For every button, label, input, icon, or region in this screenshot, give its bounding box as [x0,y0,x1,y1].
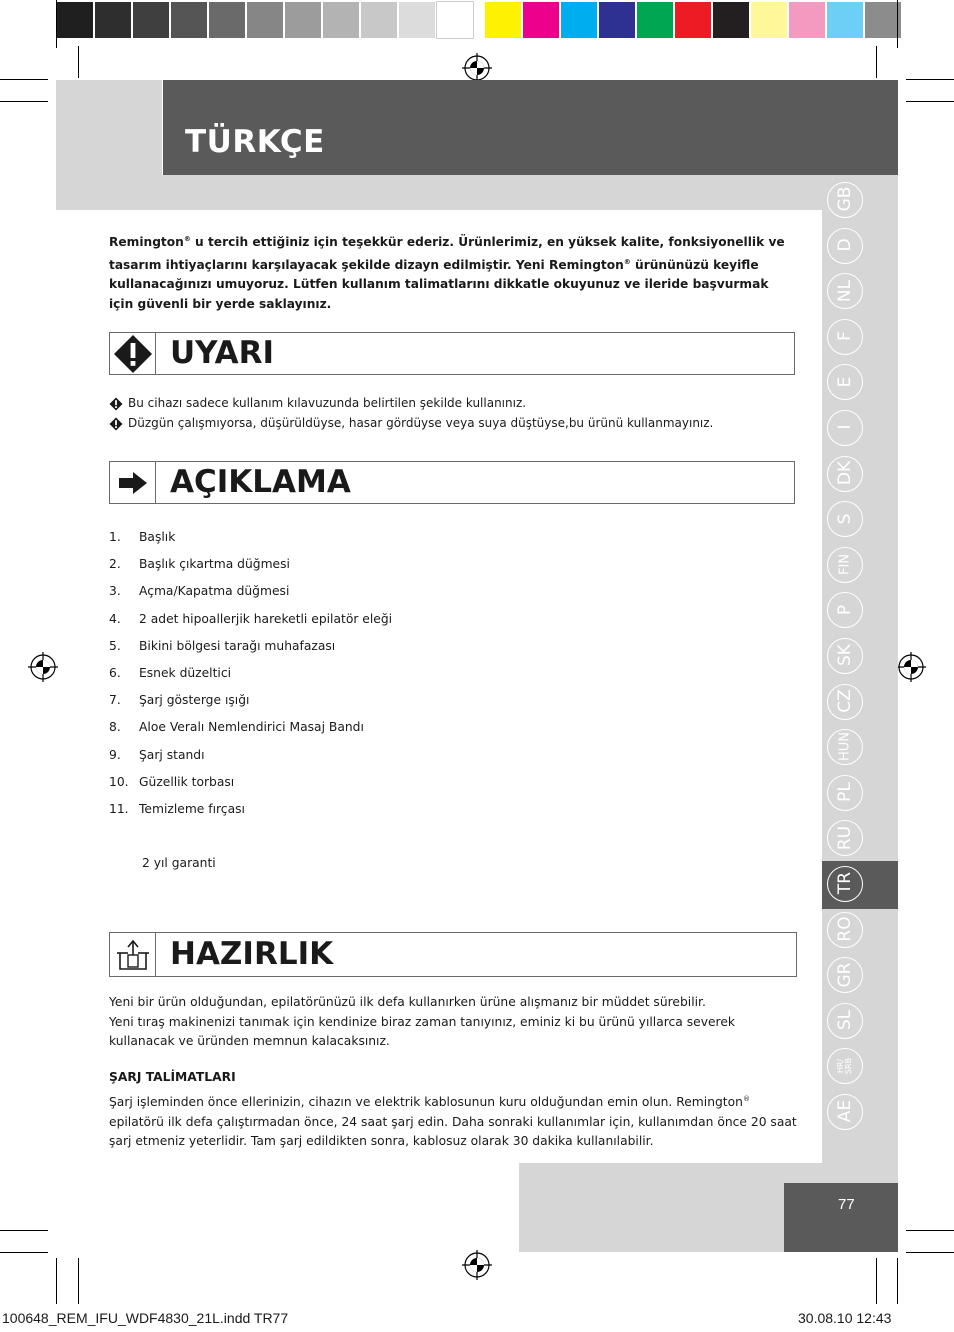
list-item-number: 6. [109,665,121,680]
list-item-number: 5. [109,638,121,653]
page-number-box [784,1183,898,1252]
gray-swatch [171,2,207,38]
color-swatch [751,2,787,38]
language-tab-label: CZ [835,689,855,713]
list-item-number: 7. [109,693,121,708]
registered-mark: ® [742,1095,750,1103]
gray-swatch [399,2,435,38]
crop-mark [0,1230,48,1231]
registration-mark-icon [896,652,926,682]
list-item-number: 11. [109,801,129,816]
gray-swatch [209,2,245,38]
list-item-number: 10. [109,774,129,789]
list-item-text: Şarj standı [139,747,205,762]
registered-mark: ® [183,235,191,243]
crop-mark [78,1258,79,1304]
language-tab-label: HUN [837,732,853,762]
gray-swatch [323,2,359,38]
language-tab-label: TR [835,872,855,895]
registration-mark-icon [28,652,58,682]
language-tab-label: SL [835,1010,855,1031]
charging-text-1: Şarj işleminden önce ellerinizin, cihazın ve elektrik kablosunun kuru olduğundan emin olun. Remington [109,1095,743,1110]
gray-swatch [133,2,169,38]
unpack-box-icon [116,939,150,971]
brand-name: Remington [109,235,184,250]
color-swatch [713,2,749,38]
color-swatch [789,2,825,38]
color-swatch [561,2,597,38]
crop-mark [78,46,79,78]
list-item-text: Aloe Veralı Nemlendirici Masaj Bandı [139,720,364,735]
crop-mark [56,1258,57,1304]
list-item-text: Bikini bölgesi tarağı muhafazası [139,638,336,653]
warning-item [109,414,713,434]
color-swatch [865,2,901,38]
crop-mark [56,0,57,48]
brand-name: Remington [548,257,624,272]
file-slug: 100648_REM_IFU_WDF4830_21L.indd TR77 [2,1310,289,1326]
crop-mark [897,1258,898,1304]
color-calibration-bar [484,0,902,40]
gray-swatch [285,2,321,38]
preparation-heading: HAZIRLIK [170,936,334,972]
description-section-header [109,461,795,504]
list-item-text: Başlık [139,530,176,544]
registered-mark: ® [623,257,631,266]
registration-mark-icon [462,1250,492,1280]
language-tab-label: PL [835,782,855,803]
intro-text-1: u tercih ettiğiniz için teşekkür ederiz. Ürünlerimiz, en yüksek kalite, fonksiyonellik ve tasarım ihtiyaçlarını karşılayacak şekilde dizayn edilmiştir. Yeni [109,235,785,272]
warning-item-text: Bu cihazı sadece kullanım kılavuzunda belirtilen şekilde kullanınız. [128,396,527,410]
list-item-number: 4. [109,611,121,626]
list-item-number: 1. [109,530,121,544]
language-tab-label: GR [835,962,855,988]
language-tab-label: DK [835,460,855,486]
registration-mark-icon [462,53,492,83]
list-item-text: Temizleme fırçası [139,801,245,816]
gray-calibration-bar [56,0,474,40]
language-tab-label: GB [835,187,855,212]
crop-mark [906,101,954,102]
list-item-text: Güzellik torbası [139,774,235,789]
page-title: TÜRKÇE [185,124,325,160]
warranty-text: 2 yıl garanti [142,856,216,870]
charging-text-2: epilatörü ilk defa çalıştırmadan önce, 24 saat şarj edin. Daha sonraki kullanımlar için, kullanımdan önce 20 saat şarj etmeniz yeterlidir. Tam şarj edildikten sonra, kablosuz olarak 30 dakika kullanılabilir. [109,1114,797,1149]
warning-bullet-icon [109,417,123,431]
warning-bullet-icon [109,397,123,411]
preparation-icon-cell [110,933,156,976]
list-item-number: 8. [109,720,121,735]
warning-heading: UYARI [170,335,275,371]
title-band [163,80,898,175]
language-tab-label: E [835,376,855,388]
gray-swatch [95,2,131,38]
color-swatch [523,2,559,38]
color-swatch [637,2,673,38]
warning-icon-cell [110,333,156,374]
crop-mark [906,1252,954,1253]
preparation-paragraph: Yeni tıraş makinenizi tanımak için kendinize biraz zaman tanıyınız, eminiz ki bu ürünü yıllarca severek kullanacak ve üründen memnun kalacaksınız. [109,1014,736,1048]
language-tab-label: RO [835,916,855,942]
language-tab-label: AE [835,1100,855,1123]
description-heading: AÇIKLAMA [170,464,351,500]
preparation-section-header [109,932,797,977]
crop-mark [0,101,48,102]
list-item-text: 2 adet hipoallerjik hareketli epilatör eleği [139,611,393,626]
list-item-number: 3. [109,584,121,599]
crop-mark [0,79,48,80]
color-swatch [827,2,863,38]
preparation-text [109,993,799,1052]
crop-mark [0,1252,48,1253]
gray-swatch [57,2,93,38]
warning-item-text: Düzgün çalışmıyorsa, düşürüldüyse, hasar gördüyse veya suya düştüyse,bu ürünü kullanmayınız. [128,415,714,430]
list-item-number: 9. [109,747,121,762]
list-item-number: 2. [109,557,121,572]
color-swatch [599,2,635,38]
crop-mark [876,46,877,78]
date-slug: 30.08.10 12:43 [798,1310,892,1326]
description-icon-cell [110,462,156,503]
preparation-paragraph: Yeni bir ürün olduğundan, epilatörünüzü ilk defa kullanırken ürüne alışmanız bir müddet sürebilir. [109,995,706,1009]
language-tab-label: RU [835,825,855,850]
arrow-right-icon [118,471,148,495]
intro-paragraph [109,230,789,314]
page-number: 77 [838,1196,855,1213]
color-swatch [675,2,711,38]
list-item-text: Esnek düzeltici [139,665,232,680]
gray-swatch [361,2,397,38]
language-tab-label: I [835,424,855,430]
warning-item [109,394,713,414]
language-tab-label: F [835,331,855,342]
warning-section-header [109,332,795,375]
language-tab-label: FIN [837,553,853,575]
list-item-text: Açma/Kapatma düğmesi [139,584,290,599]
gray-swatch [247,2,283,38]
language-tab-label: NL [835,279,855,302]
list-item-text: Başlık çıkartma düğmesi [139,557,290,572]
warning-list [109,394,713,433]
language-tab-label: SK [835,644,855,667]
crop-mark [876,1258,877,1304]
charging-text [109,1090,799,1152]
gray-swatch [437,2,473,38]
language-tab-label: D [835,238,855,252]
warning-diamond-icon [113,334,153,374]
crop-mark [906,1230,954,1231]
crop-mark [906,79,954,80]
charging-title: ŞARJ TALİMATLARI [109,1070,236,1084]
language-tab-label: HR/ SRB [836,1058,853,1075]
language-tab-label: P [835,604,855,615]
crop-mark [897,0,898,48]
language-tab-label: S [835,513,855,525]
list-item-text: Şarj gösterge ışığı [139,693,250,708]
intro-text-2: ürününüzü keyifle kullanacağınızı umuyoruz. Lütfen kullanım talimatlarını dikkatle okuyunuz ve ileride başvurmak için güvenli bir yerde saklayınız. [109,257,769,311]
header-bottom-band [56,175,822,210]
color-swatch [485,2,521,38]
